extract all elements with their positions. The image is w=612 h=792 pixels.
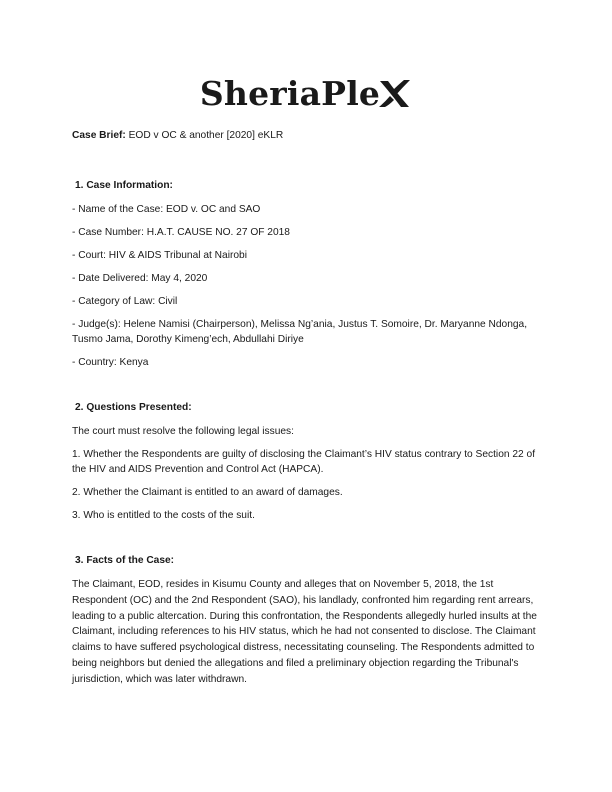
sheriaplex-logo xyxy=(0,74,612,113)
case-brief-content xyxy=(72,128,542,688)
logo-x-mark xyxy=(378,79,412,109)
info-item-judges: - Judge(s): Helene Namisi (Chairperson), Melissa Ng’ania, Justus T. Somoire, Dr. Maryanne Ndonga, Tusmo Jama, Dorothy Kimeng’ech, Abdullahi Diriye xyxy=(72,319,528,345)
info-item-category: - Category of Law: Civil xyxy=(72,296,178,307)
section-heading-questions: 2. Questions Presented: xyxy=(75,402,192,413)
case-brief-value: EOD v OC & another [2020] eKLR xyxy=(128,130,284,141)
case-brief-line xyxy=(72,128,542,143)
info-item-number: - Case Number: H.A.T. CAUSE NO. 27 OF 2018 xyxy=(72,227,290,238)
question-item-2: 2. Whether the Claimant is entitled to an award of damages. xyxy=(72,487,343,498)
facts-paragraph: The Claimant, EOD, resides in Kisumu County and alleges that on November 5, 2018, the 1st Respondent (OC) and the 2nd Respondent (SAO), his landlady, confronted him regarding rent arrears, leading to a public altercation. During this confrontation, the Respondents allegedly hurled insults at the Claimant, including references to his HIV status, which he had not consented to disclose. The Claimant claims to have suffered psychological distress, necessitating counseling. The Respondents admitted to being neighbors but denied the allegations and filed a preliminary objection regarding the Tribunal's jurisdiction, which was later withdrawn. xyxy=(72,579,537,685)
info-item-date: - Date Delivered: May 4, 2020 xyxy=(72,273,208,284)
info-item-country: - Country: Kenya xyxy=(72,357,149,368)
logo-wordmark: SheriaPle xyxy=(199,74,381,113)
questions-intro: The court must resolve the following legal issues: xyxy=(72,426,294,437)
info-item-name: - Name of the Case: EOD v. OC and SAO xyxy=(72,204,261,215)
info-item-court: - Court: HIV & AIDS Tribunal at Nairobi xyxy=(72,250,247,261)
case-brief-label: Case Brief: xyxy=(72,130,126,141)
section-heading-case-information: 1. Case Information: xyxy=(75,180,173,191)
question-item-3: 3. Who is entitled to the costs of the suit. xyxy=(72,510,255,521)
question-item-1: 1. Whether the Respondents are guilty of disclosing the Claimant’s HIV status contrary to Section 22 of the HIV and AIDS Prevention and Control Act (HAPCA). xyxy=(72,449,536,475)
section-heading-facts: 3. Facts of the Case: xyxy=(75,555,175,566)
